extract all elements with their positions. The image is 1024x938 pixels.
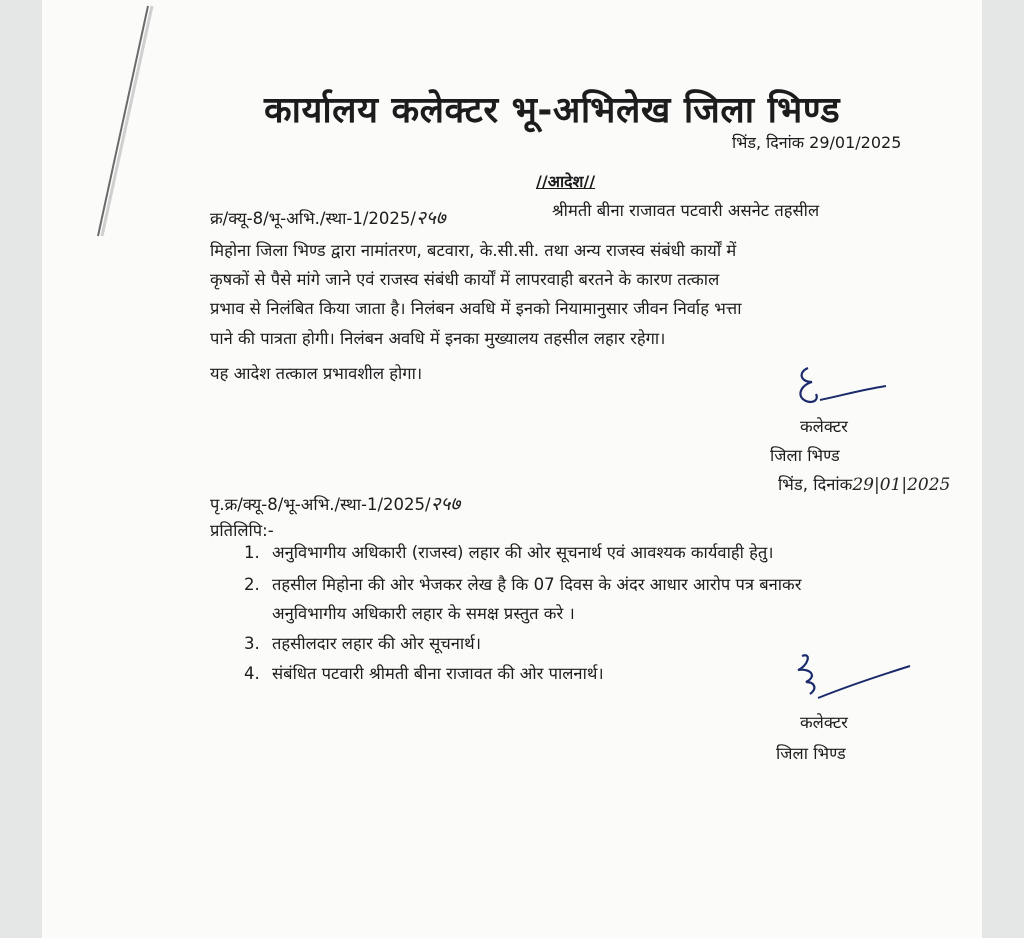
order-line: पाने की पात्रता होगी। निलंबन अवधि में इनका मुख्यालय तहसील लहार रहेगा।	[210, 329, 666, 348]
signatory-1-date-handwritten: 29|01|2025	[852, 475, 951, 495]
collector-signature-2	[788, 646, 918, 710]
office-title: कार्यालय कलेक्टर भू-अभिलेख जिला भिण्ड	[264, 90, 841, 131]
signatory-1-date	[778, 472, 950, 495]
endorsement-number	[210, 490, 460, 516]
copy-item-line: संबंधित पटवारी श्रीमती बीना राजावत की ओर पालनार्थ।	[272, 664, 604, 683]
order-line: मिहोना जिला भिण्ड द्वारा नामांतरण, बटवारा, के.सी.सी. तथा अन्य राजस्व संबंधी कार्यों में	[210, 241, 737, 260]
copy-item-line: अनुविभागीय अधिकारी लहार के समक्ष प्रस्तुत करे ।	[272, 604, 575, 623]
signatory-2-district: जिला भिण्ड	[776, 744, 846, 763]
copy-item-line: अनुविभागीय अधिकारी (राजस्व) लहार की ओर सूचनार्थ एवं आवश्यक कार्यवाही हेतु।	[272, 543, 774, 562]
order-line: प्रभाव से निलंबित किया जाता है। निलंबन अवधि में इनको नियामानुसार जीवन निर्वाह भत्ता	[210, 299, 742, 318]
endorsement-number-text: पृ.क्र/क्यू-8/भू-अभि./स्था-1/2025/	[210, 495, 431, 514]
order-line: श्रीमती बीना राजावत पटवारी असनेट तहसील	[552, 201, 820, 220]
copy-item-number: 1.	[244, 543, 260, 562]
order-number-handwritten: २५७	[415, 207, 446, 229]
signatory-1-district: जिला भिण्ड	[770, 446, 840, 465]
copy-item-line: तहसील मिहोना की ओर भेजकर लेख है कि 07 दिवस के अंदर आधार आरोप पत्र बनाकर	[272, 575, 802, 594]
signatory-2-title: कलेक्टर	[800, 713, 848, 732]
copy-item-number: 4.	[244, 664, 260, 683]
copy-item-line: तहसीलदार लहार की ओर सूचनार्थ।	[272, 634, 481, 653]
signatory-1-title: कलेक्टर	[800, 417, 848, 436]
page-crease-line	[90, 0, 160, 240]
order-number	[210, 204, 446, 230]
order-line: कृषकों से पैसे मांगे जाने एवं राजस्व संबंधी कार्यों में लापरवाही बरतने के कारण तत्काल	[210, 270, 720, 289]
copy-item-number: 2.	[244, 575, 260, 594]
order-heading: //आदेश//	[536, 172, 596, 191]
endorsement-number-handwritten: २५७	[430, 493, 461, 515]
copy-heading: प्रतिलिपि:-	[210, 521, 274, 540]
order-number-text: क्र/क्यू-8/भू-अभि./स्था-1/2025/	[210, 209, 416, 228]
signatory-1-date-label: भिंड, दिनांक	[778, 475, 853, 494]
issue-place-date: भिंड, दिनांक 29/01/2025	[732, 133, 902, 152]
collector-signature-1	[790, 360, 900, 420]
order-line: यह आदेश तत्काल प्रभावशील होगा।	[210, 364, 423, 383]
copy-item-number: 3.	[244, 634, 260, 653]
